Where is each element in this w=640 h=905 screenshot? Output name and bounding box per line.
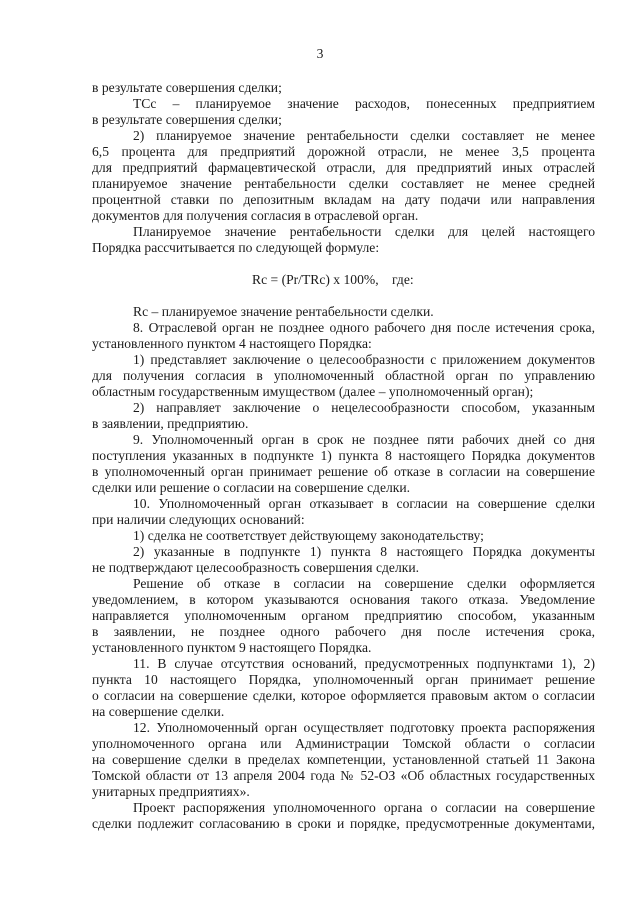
text-line: TCc – планируемое значение расходов, понесенных предприятием bbox=[133, 96, 595, 111]
text-line: при наличии следующих оснований: bbox=[92, 512, 305, 527]
text-line: 2) направляет заключение о нецелесообразности способом, указанным bbox=[133, 400, 595, 415]
text-line: Томской области от 13 апреля 2004 года № 52-ОЗ «Об областных государственных bbox=[92, 768, 595, 783]
text-line: 1) сделка не соответствует действующему законодательству; bbox=[133, 528, 484, 543]
text-line: 8. Отраслевой орган не позднее одного рабочего дня после истечения срока, bbox=[133, 320, 595, 335]
text-line: Проект распоряжения уполномоченного органа о согласии на совершение bbox=[133, 800, 595, 815]
text-line: планируемое значение рентабельности сделки составляет не менее средней bbox=[92, 176, 595, 191]
text-line: 2) указанные в подпункте 1) пункта 8 настоящего Порядка документы bbox=[133, 544, 595, 559]
text-line: о согласии на совершение сделки, которое оформляется правовым актом о согласии bbox=[92, 688, 595, 703]
text-line: Планируемое значение рентабельности сделки для целей настоящего bbox=[133, 224, 595, 239]
text-line: пункта 10 настоящего Порядка, уполномоченный орган принимает решение bbox=[92, 672, 595, 687]
text-line: сделки подлежит согласованию в сроки и порядке, предусмотренные документами, bbox=[92, 816, 595, 831]
text-line: в результате совершения сделки; bbox=[92, 80, 282, 95]
text-line: в результате совершения сделки; bbox=[92, 112, 282, 127]
text-line: в уполномоченный орган принимает решение об отказе в согласии на совершение bbox=[92, 464, 595, 479]
formula-where: где: bbox=[392, 272, 414, 287]
formula-expression: Rc = (Pr/TRc) x 100%, bbox=[252, 272, 379, 287]
text-line: на совершение сделки в пределах компетенции, установленной статьей 11 Закона bbox=[92, 752, 595, 767]
text-line: уполномоченного органа или Администрации Томской области о согласии bbox=[92, 736, 595, 751]
text-line: для предприятий фармацевтической отрасли, для предприятий иных отраслей bbox=[92, 160, 595, 175]
text-line: Решение об отказе в согласии на совершение сделки оформляется bbox=[133, 576, 595, 591]
text-line: поступления указанных в подпункте 1) пункта 8 настоящего Порядка документов bbox=[92, 448, 595, 463]
text-line: областным государственным имуществом (далее – уполномоченный орган); bbox=[92, 384, 534, 399]
text-line: Rc – планируемое значение рентабельности сделки. bbox=[133, 304, 434, 319]
text-line: в заявлении, предприятию. bbox=[92, 416, 249, 431]
text-line: документов для получения согласия в отраслевой орган. bbox=[92, 208, 419, 223]
text-line: унитарных предприятиях». bbox=[92, 784, 250, 799]
text-line: не подтверждают целесообразность совершения сделки. bbox=[92, 560, 420, 575]
text-line: установленного пунктом 4 настоящего Порядка: bbox=[92, 336, 372, 351]
text-line: установленного пунктом 9 настоящего Порядка. bbox=[92, 640, 372, 655]
text-line: сделки или решение о согласии на совершение сделки. bbox=[92, 480, 411, 495]
text-line: Порядка рассчитывается по следующей формуле: bbox=[92, 240, 380, 255]
text-line: 11. В случае отсутствия оснований, предусмотренных подпунктами 1), 2) bbox=[133, 656, 595, 671]
page-number: 3 bbox=[316, 46, 324, 61]
text-line: уведомлением, в котором указываются основания такого отказа. Уведомление bbox=[92, 592, 595, 607]
text-line: на совершение сделки. bbox=[92, 704, 225, 719]
text-line: в заявлении, не позднее одного рабочего дня после истечения срока, bbox=[92, 624, 595, 639]
text-line: 2) планируемое значение рентабельности сделки составляет не менее bbox=[133, 128, 595, 143]
text-line: 9. Уполномоченный орган в срок не позднее пяти рабочих дней со дня bbox=[133, 432, 595, 447]
text-line: 6,5 процента для предприятий дорожной отрасли, не менее 3,5 процента bbox=[92, 144, 595, 159]
formula bbox=[92, 272, 595, 288]
text-line: для получения согласия в уполномоченный областной орган по управлению bbox=[92, 368, 595, 383]
text-line: 1) представляет заключение о целесообразности с приложением документов bbox=[133, 352, 595, 367]
text-line: направляется уполномоченным органом предприятию способом, указанным bbox=[92, 608, 595, 623]
text-line: 10. Уполномоченный орган отказывает в согласии на совершение сделки bbox=[133, 496, 595, 511]
text-line: 12. Уполномоченный орган осуществляет подготовку проекта распоряжения bbox=[133, 720, 595, 735]
text-line: процентной ставки по депозитным вкладам на дату подачи или направления bbox=[92, 192, 595, 207]
